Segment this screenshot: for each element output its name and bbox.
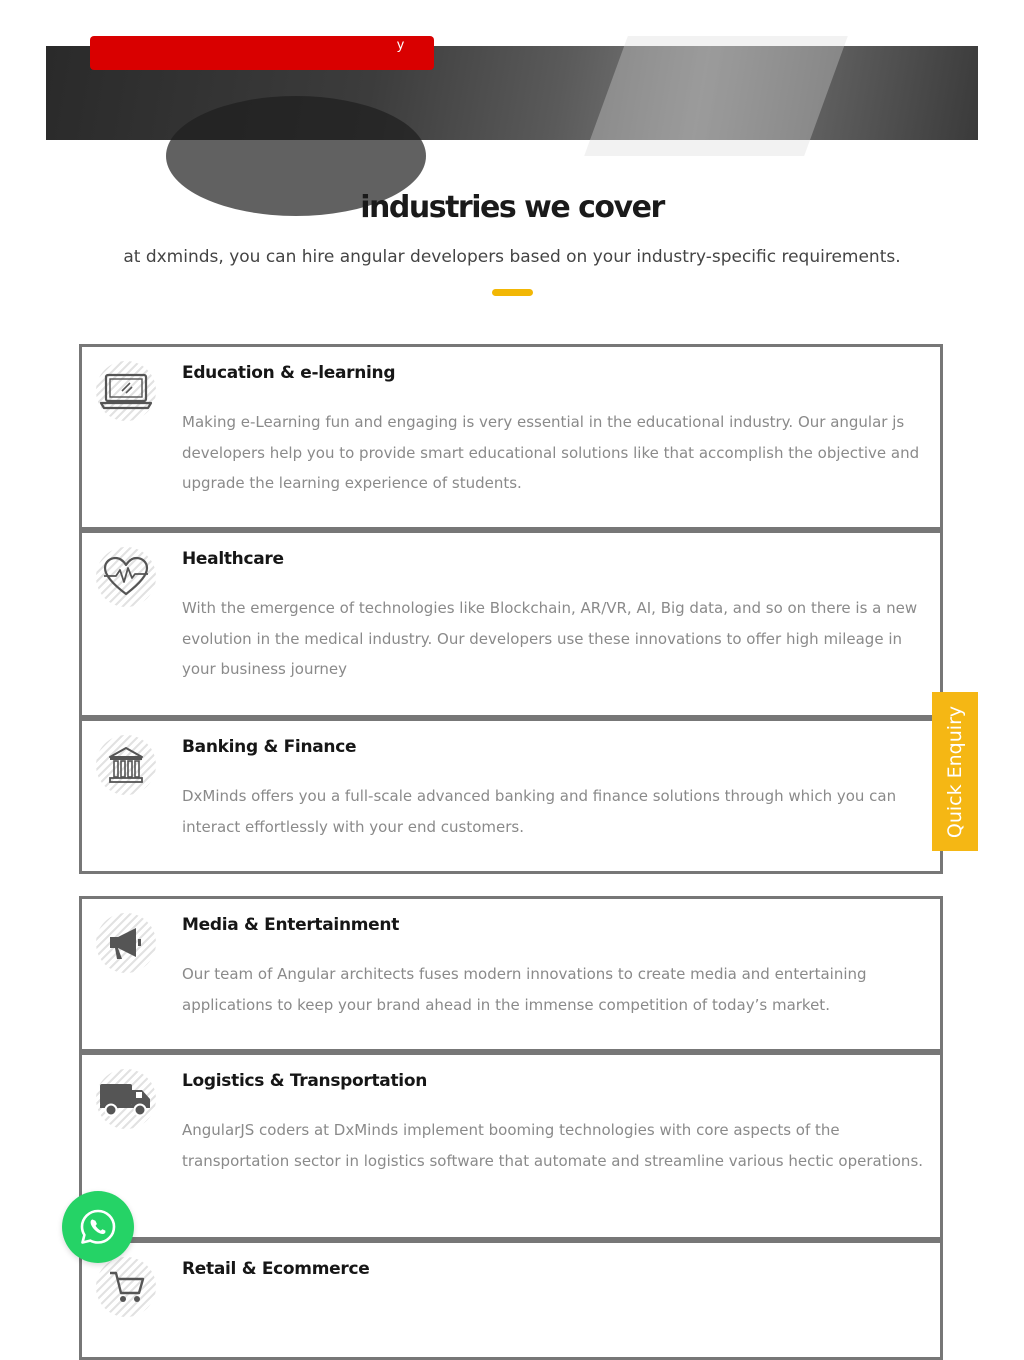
megaphone-icon [96,913,156,973]
industry-title: Healthcare [182,549,284,569]
whatsapp-chat-button[interactable] [62,1191,134,1263]
industry-title: Banking & Finance [182,737,357,757]
hero-cta-label: y [397,36,404,52]
industry-title: Education & e-learning [182,363,396,383]
industry-card-banking [79,718,943,874]
industry-card-media [79,896,943,1052]
cart-icon [96,1257,156,1317]
heart-pulse-icon [96,547,156,607]
industry-title: Media & Entertainment [182,915,400,935]
laptop-icon [96,361,156,421]
industry-description: Our team of Angular architects fuses modern innovations to create media and entertaining applications to keep your brand ahead in the immense competition of today’s market. [182,965,867,1014]
industry-title: Logistics & Transportation [182,1071,428,1091]
section-subtitle: at dxminds, you can hire angular developers based on your industry-specific requirements. [123,247,901,267]
industry-description: With the emergence of technologies like Blockchain, AR/VR, AI, Big data, and so on there is a new evolution in the medical industry. Our developers use these innovations to offer high mileage in your business journey [182,599,918,678]
industry-card-education [79,344,943,530]
industry-description: AngularJS coders at DxMinds implement booming technologies with core aspects of the transportation sector in logistics software that automate and streamline various hectic operations. [182,1121,924,1170]
industry-description: Making e-Learning fun and engaging is very essential in the educational industry. Our angular js developers help you to provide smart educational solutions like that accomplish the objective and upgrade the learning experience of students. [182,413,920,492]
card-viewport-clip [79,1240,947,1278]
section-title: industries we cover [360,190,664,225]
whatsapp-icon [78,1207,118,1247]
industry-description: DxMinds offers you a full-scale advanced banking and finance solutions through which you can interact effortlessly with your end customers. [182,787,897,836]
hero-decor-light [584,36,848,156]
quick-enquiry-tab[interactable] [932,692,978,851]
truck-icon [96,1069,156,1129]
quick-enquiry-label: Quick Enquiry [944,705,966,838]
hero-banner [46,36,978,140]
industry-card-retail [79,1240,943,1360]
industry-title: Retail & Ecommerce [182,1259,370,1279]
industry-card-healthcare [79,530,943,718]
bank-icon [96,735,156,795]
accent-divider [492,289,533,296]
industry-card-logistics [79,1052,943,1240]
hero-cta-button[interactable] [90,36,434,70]
